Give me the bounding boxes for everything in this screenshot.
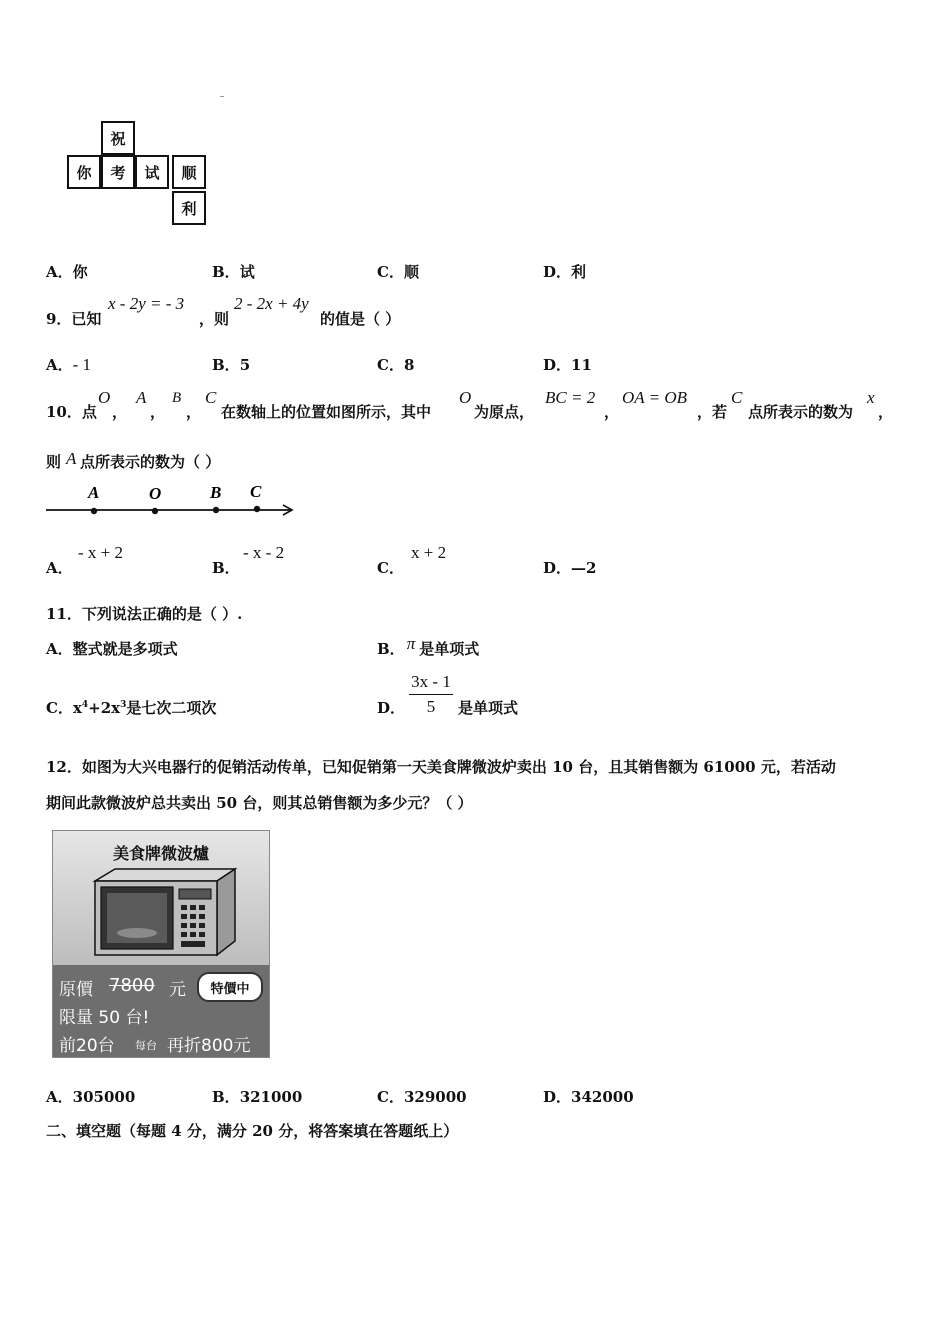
q10-comma: ， (878, 403, 894, 421)
q10-oa: OA = OB (622, 388, 687, 407)
point-a-dot (91, 508, 97, 514)
ad-promo-each: 每台 (135, 1039, 157, 1052)
q10-text-a: 在数轴上的位置如图所示，其中 (221, 403, 432, 421)
q9-suffix: 的值是（ ） (320, 310, 401, 328)
ad-limit: 限量 50 台! (59, 1008, 150, 1028)
fraction-numerator: 3x - 1 (411, 672, 451, 691)
number-line (40, 478, 305, 523)
q10-text-d: 点所表示的数为 (748, 403, 854, 421)
q10-point-b: B (172, 390, 182, 406)
net-cell-ni: 你 (67, 155, 101, 189)
q12-option-b: B．321000 (212, 1088, 303, 1106)
fraction-bar (409, 694, 453, 695)
q11-option-a: A．整式就是多项式 (46, 640, 178, 658)
q10-option-a-text: - x + 2 (78, 543, 123, 562)
q9-option-a: A．- 1 (46, 355, 92, 374)
net-cell-kao: 考 (101, 155, 135, 189)
q10-option-c-text: x + 2 (411, 543, 447, 562)
axis-label-o: O (149, 484, 162, 503)
q10-comma: ， (150, 403, 166, 421)
net-cell-shun: 顺 (172, 155, 206, 189)
section-title-fill-blank: 二、填空题（每题 4 分，满分 20 分，将答案填在答题纸上） (46, 1122, 459, 1140)
fraction-denominator: 5 (426, 697, 436, 716)
net-cell-shi: 试 (135, 155, 169, 189)
q9-option-b: B．5 (212, 356, 251, 374)
q10-option-a-letter: A． (46, 559, 73, 577)
axis-label-b: B (210, 483, 222, 502)
q9-condition: x - 2y = - 3 (108, 294, 185, 313)
q10-option-d: D．—2 (543, 559, 597, 577)
q10-point-o: O (98, 388, 111, 407)
ad-original-price: 7800 (109, 975, 155, 996)
q10-prefix: 10．点 (46, 403, 97, 421)
net-cell-li: 利 (172, 191, 206, 225)
point-b-dot (213, 507, 219, 513)
point-o-dot (152, 508, 158, 514)
microwave-ad (52, 830, 270, 1058)
ad-price-label: 原價 (59, 980, 93, 1000)
q9-expression: 2 - 2x + 4y (234, 294, 309, 313)
q10-point-a: A (136, 388, 147, 407)
q10-line2-point-a: A (66, 449, 77, 468)
q8-option-c: C．顺 (377, 263, 419, 281)
ad-price-unit: 元 (169, 980, 186, 1000)
ad-title: 美食牌微波爐 (112, 844, 209, 863)
ad-promo-first: 前20台 (59, 1036, 115, 1056)
q10-option-b-letter: B． (212, 559, 240, 577)
axis-label-a: A (88, 483, 100, 502)
q8-option-a: A．你 (46, 263, 88, 281)
q11-option-b: B． π 是单项式 (377, 634, 480, 658)
q10-comma: ， (186, 403, 202, 421)
q12-option-d: D．342000 (543, 1088, 634, 1106)
q11-option-c: C．$x^4+2x^3$是七次二项次 (46, 699, 217, 717)
q11-option-d-text: 是单项式 (458, 699, 519, 717)
q9-option-d: D．11 (543, 356, 592, 374)
q10-origin: O (459, 388, 472, 407)
axis-label-c: C (250, 482, 262, 501)
ad-promo-discount: 再折800元 (167, 1036, 251, 1056)
q10-option-b-text: - x - 2 (243, 543, 285, 562)
q8-option-b: B．试 (212, 263, 255, 281)
q10-text-b: 为原点， (474, 403, 535, 421)
q10-option-c-letter: C． (377, 559, 404, 577)
q10-point-c: C (205, 388, 217, 407)
stray-mark (220, 96, 224, 97)
q12-option-a: A．305000 (46, 1088, 136, 1106)
q10-comma: ， (112, 403, 128, 421)
q12-option-c: C．329000 (377, 1088, 467, 1106)
q10-comma: ， (604, 403, 620, 421)
point-c-dot (254, 506, 260, 512)
ad-special-badge: 特價中 (197, 972, 263, 1002)
q9-option-c: C．8 (377, 356, 415, 374)
q12-stem-line1: 12．如图为大兴电器行的促销活动传单，已知促销第一天美食牌微波炉卖出 10 台，且其销售额为 61000 元，若活动 (46, 758, 836, 776)
q9-prefix: 9．已知 (46, 310, 102, 328)
q9-mid: ，则 (199, 310, 230, 328)
q10-line2-a: 则 (46, 453, 62, 471)
q10-point-c2: C (731, 388, 743, 407)
q11-stem: 11．下列说法正确的是（ ）. (46, 605, 243, 623)
microwave-icon (89, 867, 239, 963)
q11-option-d-letter: D． (377, 699, 406, 717)
net-cell-zhu: 祝 (101, 121, 135, 155)
q10-x: x (867, 388, 875, 407)
q10-text-c: ，若 (697, 403, 728, 421)
q8-option-d: D．利 (543, 263, 587, 281)
q10-line2-b: 点所表示的数为（ ） (80, 453, 221, 471)
q12-stem-line2: 期间此款微波炉总共卖出 50 台，则其总销售额为多少元？（ ） (46, 794, 473, 812)
q10-bc: BC = 2 (545, 388, 596, 407)
